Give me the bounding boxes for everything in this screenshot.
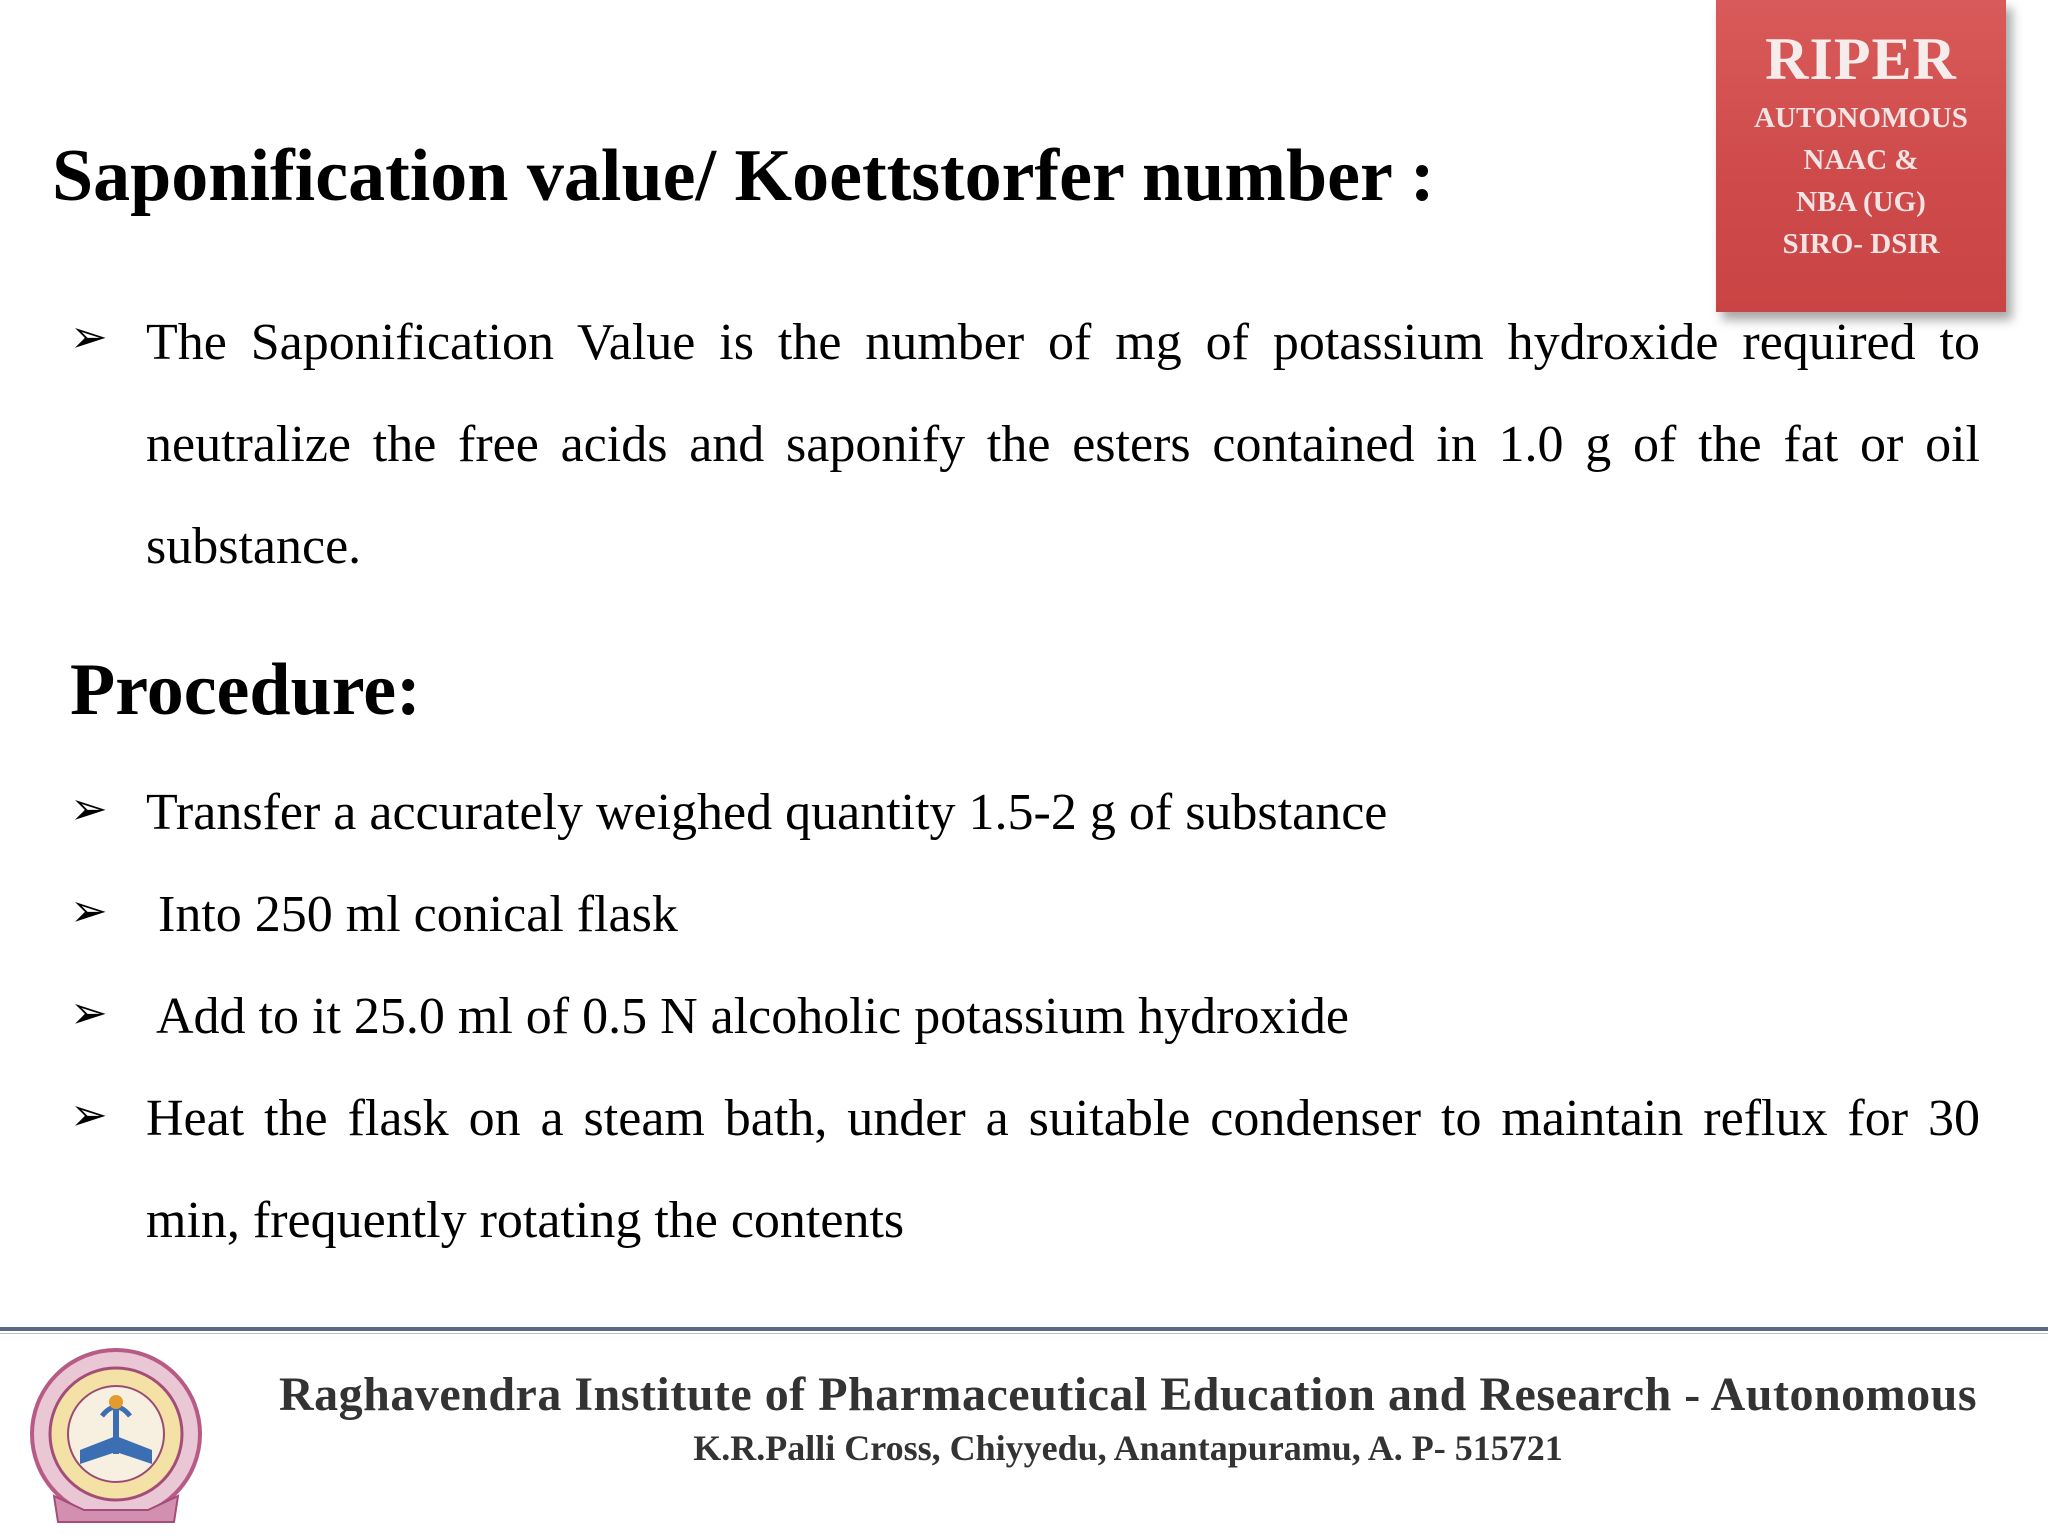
procedure-step-2: Into 250 ml conical flask bbox=[158, 886, 678, 943]
badge-title: RIPER bbox=[1765, 26, 1957, 92]
procedure-step-3: Add to it 25.0 ml of 0.5 N alcoholic potassium hydroxide bbox=[156, 988, 1349, 1045]
accreditation-badge bbox=[1716, 0, 2006, 312]
badge-line-siro: SIRO- DSIR bbox=[1782, 228, 1940, 260]
procedure-step-1: Transfer a accurately weighed quantity 1.5-2 g of substance bbox=[146, 784, 1388, 841]
footer-rule bbox=[0, 1327, 2048, 1331]
slide-title: Saponification value/ Koettstorfer number : bbox=[52, 135, 1435, 217]
arrowhead-bullet-icon: ➢ bbox=[70, 310, 108, 363]
badge-line-autonomous: AUTONOMOUS bbox=[1754, 102, 1968, 134]
procedure-heading: Procedure: bbox=[70, 649, 421, 731]
badge-line-nba: NBA (UG) bbox=[1796, 186, 1926, 218]
definition-text: The Saponification Value is the number of mg of potassium hydroxide required to neutralize the free acids and saponify the esters contained in 1.0 g of the fat or oil substance. bbox=[146, 314, 1980, 575]
footer-rule-shadow bbox=[0, 1333, 2048, 1334]
arrowhead-bullet-icon: ➢ bbox=[70, 782, 108, 835]
institute-address: K.R.Palli Cross, Chiyyedu, Anantapuramu, A. P- 515721 bbox=[693, 1428, 1563, 1468]
arrowhead-bullet-icon: ➢ bbox=[70, 884, 108, 937]
procedure-step-4: Heat the flask on a steam bath, under a suitable condenser to maintain reflux for 30 min, frequently rotating the contents bbox=[146, 1090, 1980, 1249]
arrowhead-bullet-icon: ➢ bbox=[70, 1088, 108, 1141]
arrowhead-bullet-icon: ➢ bbox=[70, 986, 108, 1039]
badge-line-naac: NAAC & bbox=[1803, 144, 1919, 176]
college-seal-logo bbox=[24, 1346, 208, 1530]
institute-name: Raghavendra Institute of Pharmaceutical Education and Research - Autonomous bbox=[279, 1368, 1977, 1421]
